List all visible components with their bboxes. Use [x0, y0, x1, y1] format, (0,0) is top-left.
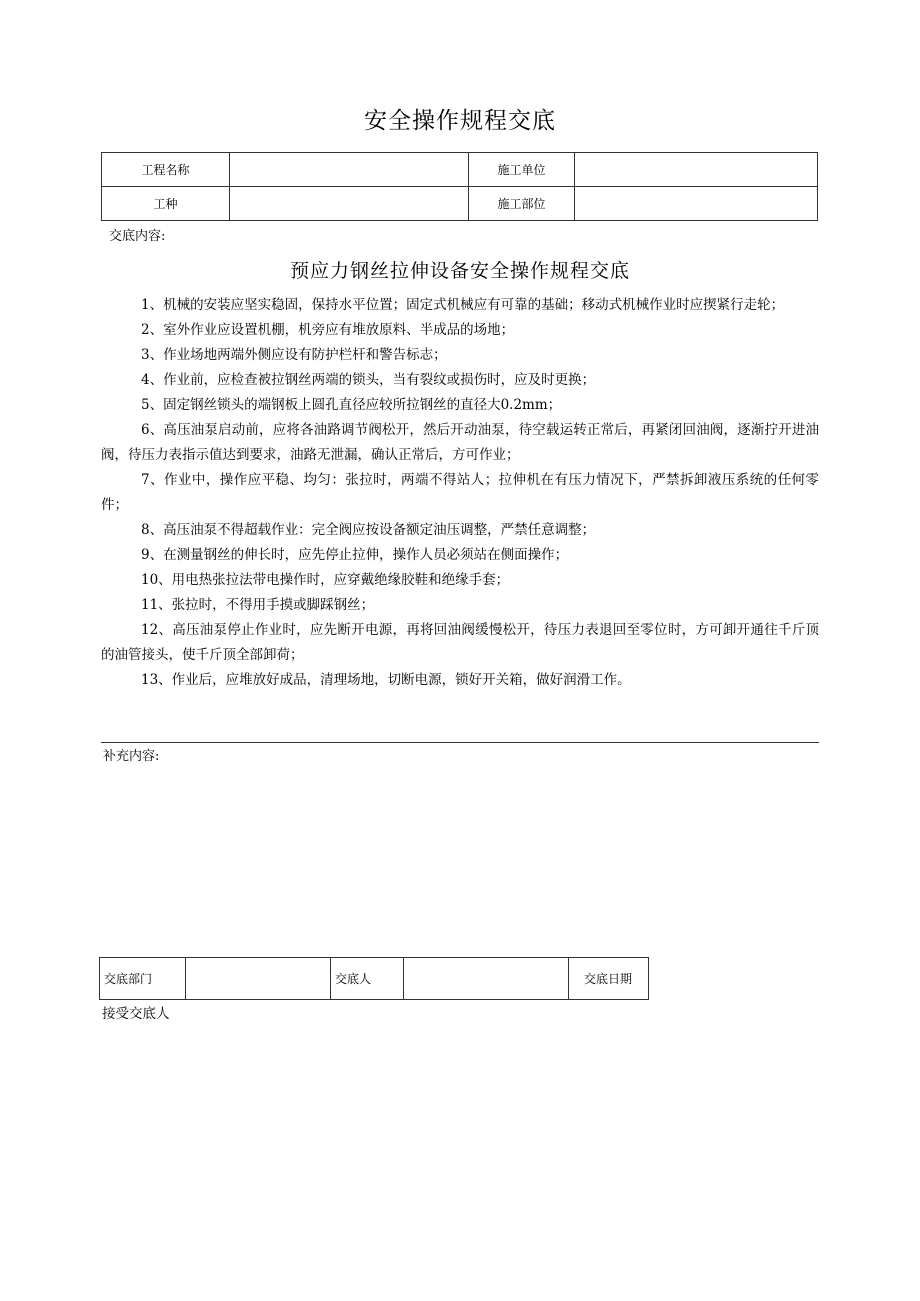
section-divider — [101, 742, 819, 743]
rule-item: 8、高压油泵不得超载作业：完全阀应按设备额定油压调整，严禁任意调整； — [141, 522, 596, 538]
rule-item: 10、用电热张拉法带电操作时，应穿戴绝缘胶鞋和绝缘手套； — [141, 572, 510, 588]
date-label: 交底日期 — [569, 958, 649, 1000]
receiver-label: 接受交底人 — [102, 1006, 170, 1022]
project-name-field[interactable] — [230, 153, 469, 187]
info-table — [101, 152, 818, 221]
department-field[interactable] — [186, 958, 331, 1000]
construction-unit-field[interactable] — [575, 153, 818, 187]
rule-item: 12、高压油泵停止作业时，应先断开电源，再将回油阀缓慢松开，待压力表退回至零位时，方可卸开通往千斤顶的油管接头，使千斤顶全部卸荷； — [101, 622, 819, 663]
document-title: 安全操作规程交底 — [364, 108, 556, 134]
rule-item: 11、张拉时，不得用手摸或脚踩钢丝； — [141, 597, 375, 613]
rule-item: 6、高压油泵启动前，应将各油路调节阀松开，然后开动油泵，待空载运转正常后，再紧闭回油阀，逐渐拧开进油阀，待压力表指示值达到要求，油路无泄漏，确认正常后，方可作业； — [101, 422, 819, 463]
rule-item: 4、作业前，应检查被拉钢丝两端的锁头，当有裂纹或损伤时，应及时更换； — [141, 372, 596, 388]
rule-item: 3、作业场地两端外侧应设有防护栏杆和警告标志； — [141, 347, 447, 363]
rule-item: 7、作业中，操作应平稳、均匀：张拉时，两端不得站人；拉伸机在有压力情况下，严禁拆卸液压系统的任何零件； — [101, 472, 819, 513]
rules-list — [101, 293, 819, 693]
project-name-label: 工程名称 — [102, 153, 230, 187]
rule-item: 13、作业后，应堆放好成品，清理场地，切断电源，锁好开关箱，做好润滑工作。 — [141, 672, 631, 688]
rule-item: 1、机械的安装应坚实稳固，保持水平位置；固定式机械应有可靠的基础；移动式机械作业时应揳紧行走轮； — [141, 297, 785, 313]
sign-table — [99, 957, 649, 1000]
content-label: 交底内容: — [109, 229, 166, 244]
construction-part-label: 施工部位 — [469, 187, 575, 221]
sign-row — [100, 958, 649, 1000]
rule-item: 2、室外作业应设置机棚，机旁应有堆放原料、半成品的场地； — [141, 322, 515, 338]
person-label: 交底人 — [331, 958, 404, 1000]
construction-unit-label: 施工单位 — [469, 153, 575, 187]
supplement-label: 补充内容: — [103, 749, 160, 764]
work-type-label: 工种 — [102, 187, 230, 221]
rule-item: 9、在测量钢丝的伸长时，应先停止拉伸，操作人员必须站在侧面操作； — [141, 547, 569, 563]
document-subtitle: 预应力钢丝拉伸设备安全操作规程交底 — [289, 260, 630, 282]
work-type-field[interactable] — [230, 187, 469, 221]
rule-item: 5、固定钢丝锁头的端钢板上圆孔直径应较所拉钢丝的直径大0.2mm； — [141, 397, 562, 413]
info-row — [102, 187, 818, 221]
department-label: 交底部门 — [100, 958, 186, 1000]
construction-part-field[interactable] — [575, 187, 818, 221]
person-field[interactable] — [404, 958, 569, 1000]
info-row — [102, 153, 818, 187]
